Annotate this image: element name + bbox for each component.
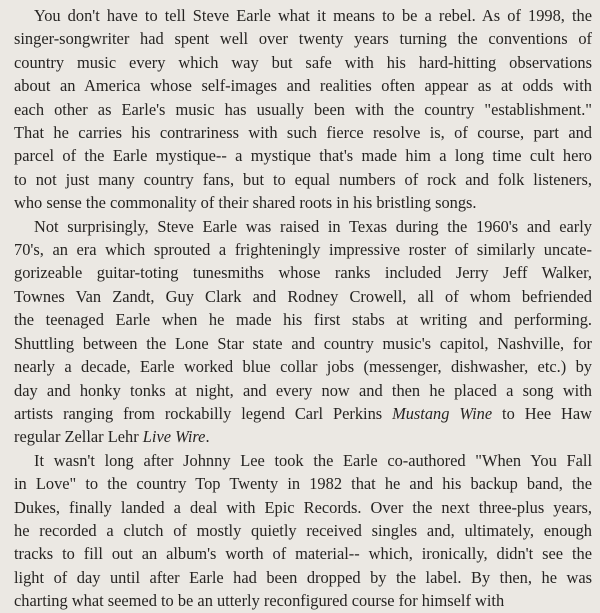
text-line bbox=[14, 519, 592, 542]
text-line bbox=[14, 355, 592, 378]
liner-notes-text bbox=[14, 4, 592, 613]
text-line bbox=[14, 425, 592, 448]
text-run: who sense the commonality of their shared roots in his bristling songs. bbox=[14, 193, 477, 213]
text-line bbox=[14, 98, 592, 121]
text-run: regular Zellar Lehr bbox=[14, 427, 143, 447]
text-run: each other as Earle's music has usually been with the country "establishment." bbox=[14, 99, 592, 119]
text-run: the teenaged Earle when he made his first stabs at writing and performing. bbox=[14, 310, 592, 330]
text-line bbox=[14, 472, 592, 495]
text-run: to not just many country fans, but to equal numbers of rock and folk listeners, bbox=[14, 169, 592, 189]
text-run: That he carries his contrariness with such fierce resolve is, of course, part and bbox=[14, 123, 592, 143]
text-run: about an America whose self-images and realities often appear as at odds with bbox=[14, 76, 592, 96]
text-run: charting what seemed to be an utterly reconfigured course for himself with bbox=[14, 591, 505, 611]
text-line bbox=[14, 589, 592, 612]
text-run: day and honky tonks at night, and every now and then he placed a song with bbox=[14, 380, 592, 400]
text-line bbox=[14, 191, 592, 214]
text-run: to Hee Haw bbox=[492, 403, 592, 423]
text-line bbox=[14, 238, 592, 261]
text-line bbox=[14, 261, 592, 284]
text-line bbox=[14, 27, 592, 50]
text-line bbox=[14, 332, 592, 355]
text-line bbox=[14, 566, 592, 589]
text-line bbox=[14, 74, 592, 97]
text-line bbox=[14, 496, 592, 519]
paragraph-1 bbox=[14, 4, 592, 215]
text-line bbox=[14, 168, 592, 191]
paragraph-2 bbox=[14, 215, 592, 449]
text-run: It wasn't long after Johnny Lee took the Earle co-authored "When You Fall bbox=[34, 450, 592, 470]
text-line bbox=[14, 51, 592, 74]
text-run: country music every which way but safe with his hard-hitting observations bbox=[14, 52, 592, 72]
text-line bbox=[14, 542, 592, 565]
text-line bbox=[14, 379, 592, 402]
text-run: singer-songwriter had spent well over twenty years turning the conventions of bbox=[14, 29, 592, 49]
text-line bbox=[14, 308, 592, 331]
text-run: Shuttling between the Lone Star state and country music's capitol, Nashville, for bbox=[14, 333, 592, 353]
paragraph-3 bbox=[14, 449, 592, 613]
text-run: he recorded a clutch of mostly quietly received singles and, ultimately, enough bbox=[14, 520, 592, 540]
text-run: light of day until after Earle had been dropped by the label. By then, he was bbox=[14, 567, 592, 587]
text-line bbox=[14, 215, 592, 238]
text-run: 70's, an era which sprouted a frighteningly impressive roster of similarly uncate- bbox=[14, 240, 592, 260]
text-run: artists ranging from rockabilly legend Carl Perkins bbox=[14, 403, 393, 423]
text-run: tracks to fill out an album's worth of material-- which, ironically, didn't see the bbox=[14, 544, 592, 564]
text-line bbox=[14, 144, 592, 167]
text-run: Dukes, finally landed a deal with Epic Records. Over the next three-plus years, bbox=[14, 497, 592, 517]
text-run: gorizeable guitar-toting tunesmiths whose ranks included Jerry Jeff Walker, bbox=[14, 263, 592, 283]
text-line bbox=[14, 402, 592, 425]
text-run: Not surprisingly, Steve Earle was raised in Texas during the 1960's and early bbox=[34, 216, 592, 236]
text-run: parcel of the Earle mystique-- a mystique that's made him a long time cult hero bbox=[14, 146, 592, 166]
text-line bbox=[14, 449, 592, 472]
text-run: You don't have to tell Steve Earle what it means to be a rebel. As of 1998, the bbox=[34, 6, 592, 25]
text-run: Townes Van Zandt, Guy Clark and Rodney Crowell, all of whom befriended bbox=[14, 286, 592, 306]
song-title: Mustang Wine bbox=[392, 403, 493, 423]
text-line bbox=[14, 4, 592, 27]
text-run: nearly a decade, Earle worked blue collar jobs (messenger, dishwasher, etc.) by bbox=[14, 357, 592, 377]
text-line bbox=[14, 285, 592, 308]
text-run: . bbox=[205, 427, 210, 447]
song-title: Live Wire bbox=[142, 427, 206, 447]
text-line bbox=[14, 121, 592, 144]
text-run: in Love" to the country Top Twenty in 1982 that he and his backup band, the bbox=[14, 474, 592, 494]
